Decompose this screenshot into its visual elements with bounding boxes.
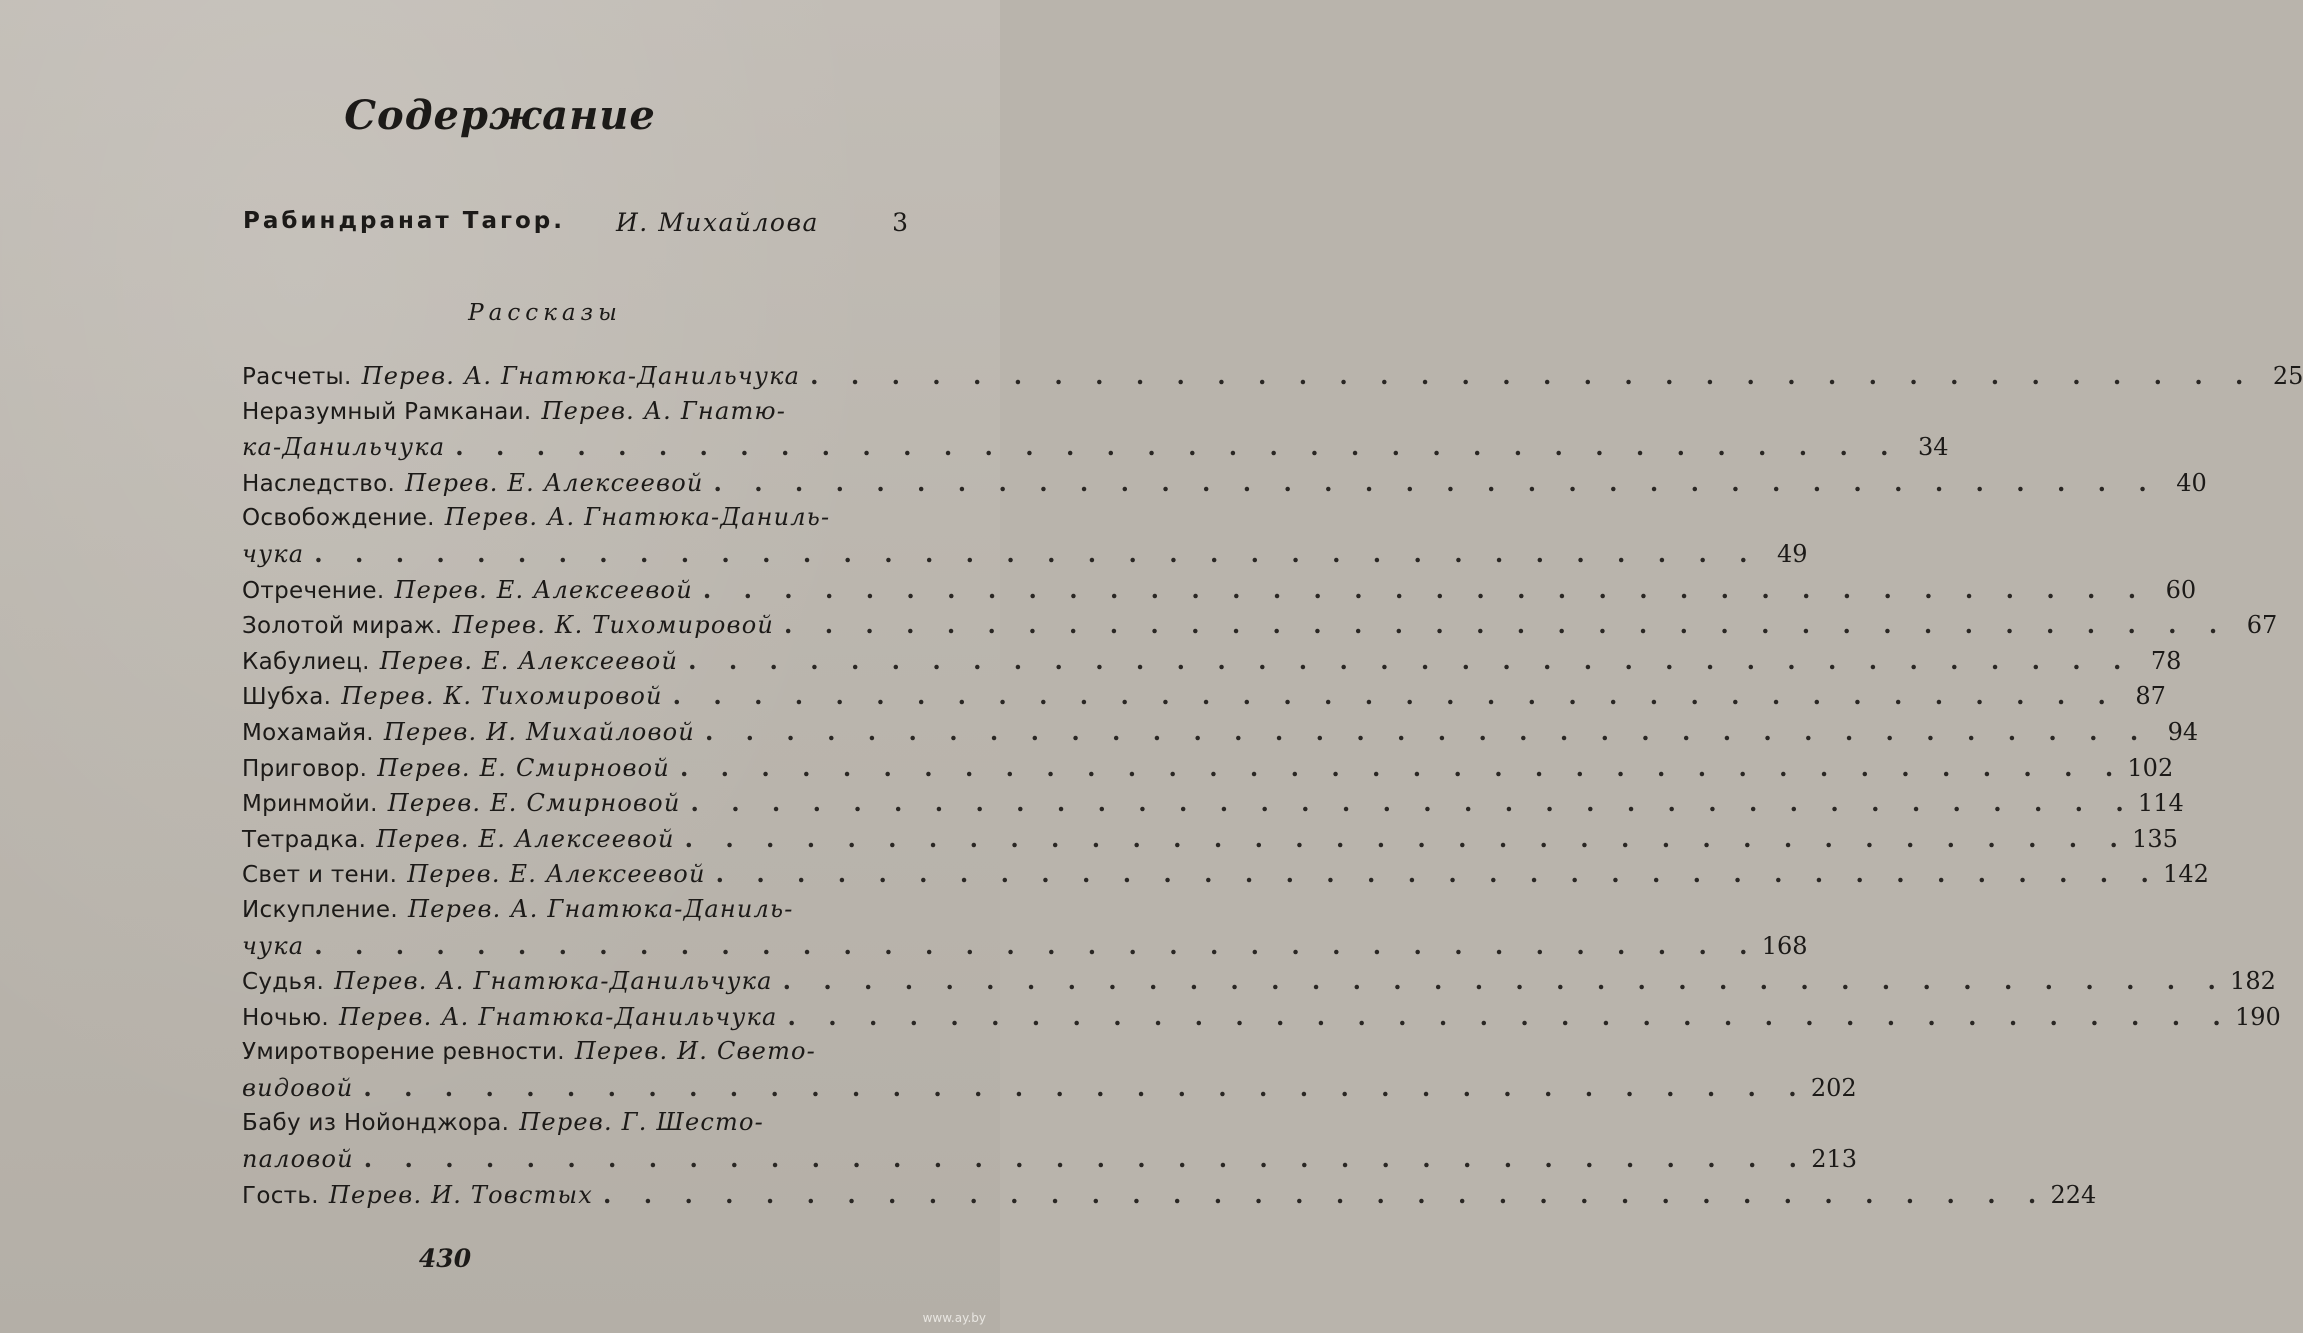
toc-entry-line xyxy=(242,358,2303,394)
toc-entry-translator: Перев. К. Тихомировой xyxy=(341,682,663,711)
toc-entry xyxy=(242,963,2276,999)
toc-leader-dots: . . . . . . . . . . . . . . . . . . . . . . . . . . . . . . . . . . . . xyxy=(314,930,1760,960)
toc-entry-title: Мохамайя. xyxy=(242,719,374,746)
toc-entry-line xyxy=(242,1034,908,1070)
toc-entry xyxy=(242,785,2184,821)
toc-entry-page-number: 60 xyxy=(2165,575,2197,604)
toc-entry-line xyxy=(242,500,908,536)
toc-entry-page-number: 190 xyxy=(2234,1002,2281,1031)
toc-leader-dots: . . . . . . . . . . . . . . . . . . . . . . . . . . . . . . . . . . . . xyxy=(363,1072,1809,1102)
toc-entry-translator: Перев. А. Гнатюка-Данильчука xyxy=(334,967,773,996)
toc-entry-title: Свет и тени. xyxy=(242,862,398,889)
toc-entry-line xyxy=(242,572,2197,608)
toc-entry-line xyxy=(242,465,2207,501)
toc-entry-translator-continued: паловой xyxy=(242,1145,354,1174)
toc-entry-title: Неразумный Рамканаи. xyxy=(242,398,532,425)
toc-entry xyxy=(242,572,2197,608)
toc-entry-page-number: 34 xyxy=(1917,433,1949,462)
toc-leader-dots: . . . . . . . . . . . . . . . . . . . . . . . . . . . . . . . . . . . . xyxy=(455,432,1901,462)
toc-entry-line xyxy=(242,963,2276,999)
toc-entry-title: Мринмойи. xyxy=(242,791,378,818)
toc-leader-dots: . . . . . . . . . . . . . . . . . . . . . . . . . . . . . . . . . . . . xyxy=(713,467,2159,497)
toc-entry-line xyxy=(242,1105,908,1141)
toc-entry-title: Искупление. xyxy=(242,896,398,923)
toc-entry xyxy=(242,1177,2097,1213)
intro-author: И. Михайлова xyxy=(616,208,819,237)
toc-entry-translator: Перев. А. Гнатюка-Даниль- xyxy=(408,894,794,923)
page-title: Содержание xyxy=(344,92,656,139)
toc-leader-dots: . . . . . . . . . . . . . . . . . . . . . . . . . . . . . . . . . . . . xyxy=(810,361,2256,390)
toc-entry-page-number: 49 xyxy=(1777,539,1808,568)
toc-entry xyxy=(242,892,1808,963)
toc-leader-dots: . . . . . . . . . . . . . . . . . . . . . . . . . . . . . . . . . . . . xyxy=(704,716,2151,746)
toc-leader-dots: . . . . . . . . . . . . . . . . . . . . . . . . . . . . . . . . . . . . xyxy=(690,788,2136,818)
toc-leader-dots: . . . . . . . . . . . . . . . . . . . . . . . . . . . . . . . . . . . . xyxy=(603,1179,2049,1209)
toc-entry-translator: Перев. И. Михайловой xyxy=(383,717,695,746)
toc-entry-line xyxy=(242,821,2178,857)
toc-entry-page-number: 224 xyxy=(2050,1180,2097,1209)
toc-leader-dots: . . . . . . . . . . . . . . . . . . . . . . . . . . . . . . . . . . . . xyxy=(787,1001,2233,1031)
page-folio: 430 xyxy=(418,1244,472,1273)
toc-entry-page-number: 168 xyxy=(1761,931,1808,960)
toc-entry-line xyxy=(242,750,2174,786)
toc-entry-line xyxy=(242,1177,2097,1213)
intro-entry xyxy=(243,208,908,248)
toc-entry-page-number: 67 xyxy=(2246,611,2278,640)
toc-entry-line xyxy=(242,429,1949,465)
toc-entry-line xyxy=(242,394,908,430)
toc-leader-dots: . . . . . . . . . . . . . . . . . . . . . . . . . . . . . . . . . . . . xyxy=(679,752,2126,782)
toc-entry xyxy=(242,750,2174,786)
toc-entry-page-number: 114 xyxy=(2137,789,2184,818)
toc-entry-translator: Перев. А. Гнатюка-Данильчука xyxy=(361,362,801,390)
toc-entry xyxy=(242,358,2303,394)
toc-entry-translator: Перев. Е. Смирновой xyxy=(377,753,670,782)
toc-entry-line xyxy=(242,856,2209,892)
toc-entry-translator: Перев. А. Гнатю- xyxy=(541,396,787,425)
toc-entry-line xyxy=(242,785,2184,821)
toc-entry-translator-continued: видовой xyxy=(242,1073,354,1102)
toc-entry-line xyxy=(242,1141,1858,1177)
toc-entry-translator: Перев. К. Тихомировой xyxy=(452,611,774,640)
toc-entry-page-number: 102 xyxy=(2127,753,2174,782)
toc-entry-title: Кабулиец. xyxy=(242,648,370,675)
toc-entry xyxy=(242,607,2278,643)
toc-entry-translator: Перев. И. Товстых xyxy=(328,1180,594,1209)
toc-entry xyxy=(242,999,2281,1035)
toc-entry-page-number: 142 xyxy=(2163,860,2209,889)
toc-entry-page-number: 213 xyxy=(1811,1145,1858,1174)
toc-entry-title: Расчеты. xyxy=(242,364,352,390)
toc-entry-line xyxy=(242,999,2281,1035)
toc-entry-title: Наследство. xyxy=(242,470,396,497)
toc-entry-title: Тетрадка. xyxy=(242,826,367,853)
toc-entry xyxy=(242,856,2209,892)
toc-entry-page-number: 40 xyxy=(2176,468,2207,497)
toc-entry-page-number: 94 xyxy=(2167,717,2199,746)
toc-leader-dots: . . . . . . . . . . . . . . . . . . . . . . . . . . . . . . . . . . . . xyxy=(314,538,1760,568)
intro-title: Рабиндранат Тагор. xyxy=(243,208,565,234)
toc-entry-title: Отречение. xyxy=(242,577,385,604)
toc-leader-dots: . . . . . . . . . . . . . . . . . . . . . . . . . . . . . . . . . . . . xyxy=(702,574,2149,604)
toc-leader-dots: . . . . . . . . . . . . . . . . . . . . . . . . . . . . . . . . . . . . xyxy=(672,681,2118,711)
toc-entry-title: Умиротворение ревности. xyxy=(242,1039,565,1066)
toc-entry-page-number: 25 xyxy=(2272,362,2303,390)
toc-entry-title: Приговор. xyxy=(242,755,368,782)
intro-page-number: 3 xyxy=(892,208,908,237)
toc-entry-page-number: 202 xyxy=(1810,1073,1857,1102)
toc-leader-dots: . . . . . . . . . . . . . . . . . . . . . . . . . . . . . . . . . . . . xyxy=(715,859,2161,889)
toc-entry xyxy=(242,465,2207,501)
toc-entry-translator: Перев. Е. Алексеевой xyxy=(394,575,693,604)
toc-leader-dots: . . . . . . . . . . . . . . . . . . . . . . . . . . . . . . . . . . . . xyxy=(363,1144,1810,1174)
toc-leader-dots: . . . . . . . . . . . . . . . . . . . . . . . . . . . . . . . . . . . . xyxy=(688,645,2134,675)
toc-entry-page-number: 135 xyxy=(2132,824,2178,853)
toc-entry-title: Шубха. xyxy=(242,684,332,711)
toc-entry xyxy=(242,643,2182,679)
toc-entry-line xyxy=(242,928,1808,964)
toc-entry-title: Золотой мираж. xyxy=(242,613,443,640)
toc-entry-title: Ночью. xyxy=(242,1004,329,1031)
toc-entry-title: Судья. xyxy=(242,969,325,996)
toc-entry-translator: Перев. Е. Алексеевой xyxy=(379,646,679,675)
toc-entry-page-number: 78 xyxy=(2150,646,2182,675)
toc-entry-title: Бабу из Нойонджора. xyxy=(242,1110,510,1137)
toc-entry-translator-continued: чука xyxy=(242,539,305,568)
watermark: www.ay.by xyxy=(922,1311,986,1325)
toc-entry-translator: Перев. Г. Шесто- xyxy=(519,1108,764,1137)
toc-entry-line xyxy=(242,536,1808,572)
toc-leader-dots: . . . . . . . . . . . . . . . . . . . . . . . . . . . . . . . . . . . . xyxy=(784,610,2230,640)
toc-entry-translator: Перев. Е. Алексеевой xyxy=(376,824,675,853)
toc-entry-translator: Перев. Е. Алексеевой xyxy=(407,860,706,889)
toc-entry-translator: Перев. Е. Алексеевой xyxy=(405,468,704,497)
toc-entry-line xyxy=(242,607,2278,643)
toc-entry-translator: Перев. А. Гнатюка-Данильчука xyxy=(338,1002,778,1031)
toc-entry xyxy=(242,678,2166,714)
toc-entry-translator-continued: ка-Данильчука xyxy=(242,433,446,462)
toc-entry-translator: Перев. Е. Смирновой xyxy=(387,789,681,818)
toc-entry xyxy=(242,500,1808,571)
toc-entry xyxy=(242,1105,1858,1176)
toc-entry-line xyxy=(242,1070,1857,1106)
toc-entry-line xyxy=(242,892,908,928)
contents-list xyxy=(242,358,2303,1212)
toc-leader-dots: . . . . . . . . . . . . . . . . . . . . . . . . . . . . . . . . . . . . xyxy=(684,823,2130,853)
toc-entry-title: Гость. xyxy=(242,1182,319,1209)
toc-entry-title: Освобождение. xyxy=(242,505,435,532)
toc-entry-line xyxy=(242,643,2182,679)
toc-entry-translator: Перев. А. Гнатюка-Даниль- xyxy=(444,503,831,532)
toc-entry-translator: Перев. И. Свето- xyxy=(574,1037,816,1066)
toc-entry xyxy=(242,821,2178,857)
toc-entry xyxy=(242,394,1949,465)
section-title: Рассказы xyxy=(468,300,622,326)
toc-leader-dots: . . . . . . . . . . . . . . . . . . . . . . . . . . . . . . . . . . . . xyxy=(782,966,2228,996)
toc-entry xyxy=(242,714,2199,750)
toc-entry-line xyxy=(242,714,2199,750)
toc-entry xyxy=(242,1034,1857,1105)
toc-entry-translator-continued: чука xyxy=(242,931,305,960)
toc-entry-page-number: 87 xyxy=(2135,682,2166,711)
toc-entry-line xyxy=(242,678,2166,714)
toc-entry-page-number: 182 xyxy=(2230,967,2276,996)
